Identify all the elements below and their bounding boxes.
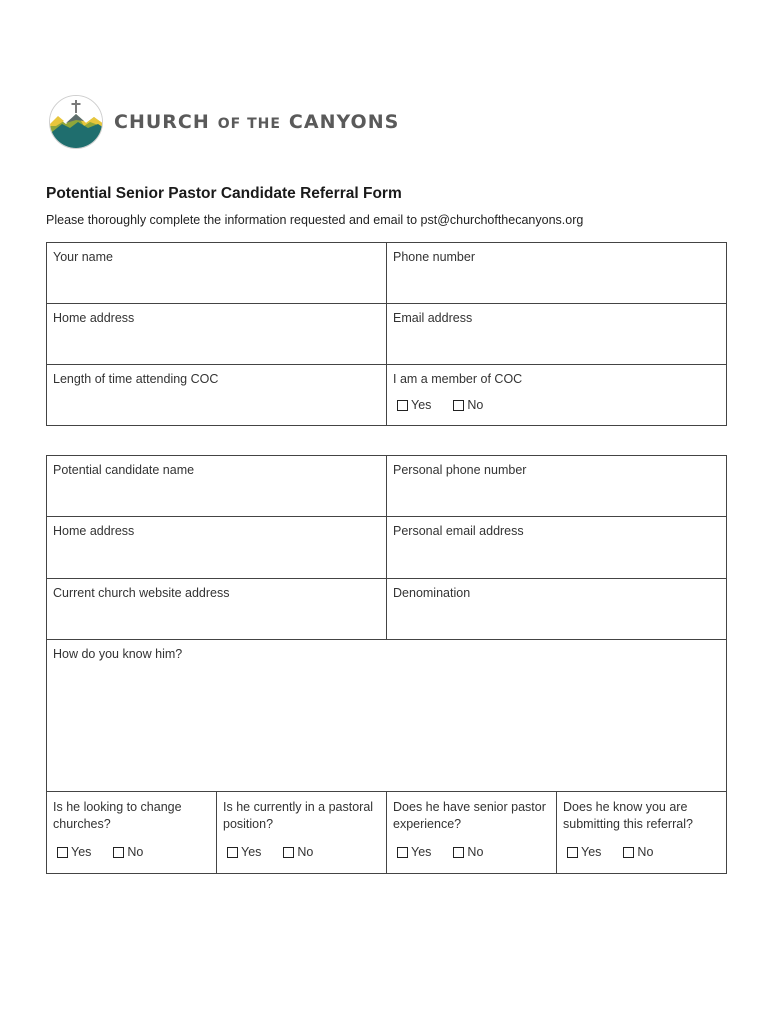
logo-wordmark xyxy=(114,111,399,133)
no-checkbox[interactable] xyxy=(283,847,294,858)
denomination-field[interactable] xyxy=(387,579,727,640)
yes-option[interactable] xyxy=(57,845,91,859)
candidate-name-field[interactable] xyxy=(47,456,387,517)
member-options xyxy=(393,398,720,412)
referrer-info-table xyxy=(46,242,727,426)
logo-word-canyons: CANYONS xyxy=(288,111,400,133)
candidate-home-address-field[interactable] xyxy=(47,517,387,579)
church-website-label: Current church website address xyxy=(53,586,230,600)
question-text: Is he currently in a pastoral position? xyxy=(223,800,374,831)
member-question-label: I am a member of COC xyxy=(393,372,523,386)
question-cell xyxy=(557,792,727,874)
email-address-label: Email address xyxy=(393,311,473,325)
yes-option[interactable] xyxy=(567,845,601,859)
personal-email-field[interactable] xyxy=(387,517,727,579)
question-text: Does he know you are submitting this referral? xyxy=(563,800,693,831)
church-logo xyxy=(48,94,399,150)
no-checkbox[interactable] xyxy=(623,847,634,858)
candidate-home-address-label: Home address xyxy=(53,524,135,538)
question-text: Is he looking to change churches? xyxy=(53,800,182,831)
how-know-field[interactable] xyxy=(47,640,727,792)
no-label: No xyxy=(467,845,484,859)
your-name-field[interactable] xyxy=(47,243,387,304)
yes-option[interactable] xyxy=(397,845,431,859)
question-options xyxy=(393,845,550,859)
question-options xyxy=(223,845,380,859)
length-attending-field[interactable] xyxy=(47,365,387,426)
yes-checkbox[interactable] xyxy=(57,847,68,858)
candidate-name-label: Potential candidate name xyxy=(53,463,195,477)
member-yes-option[interactable] xyxy=(397,398,431,412)
logo-word-church: CHURCH xyxy=(114,111,210,133)
yes-label: Yes xyxy=(241,845,262,859)
church-website-field[interactable] xyxy=(47,579,387,640)
form-title: Potential Senior Pastor Candidate Referral Form xyxy=(46,185,402,202)
mountain-cross-icon xyxy=(48,94,104,150)
member-yes-label: Yes xyxy=(411,398,432,412)
personal-phone-field[interactable] xyxy=(387,456,727,517)
question-options xyxy=(53,845,210,859)
yes-checkbox[interactable] xyxy=(227,847,238,858)
member-no-option[interactable] xyxy=(453,398,483,412)
no-option[interactable] xyxy=(113,845,143,859)
home-address-label: Home address xyxy=(53,311,135,325)
question-cell xyxy=(387,792,557,874)
personal-phone-label: Personal phone number xyxy=(393,463,527,477)
yes-option[interactable] xyxy=(227,845,261,859)
email-address-field[interactable] xyxy=(387,304,727,365)
member-no-checkbox[interactable] xyxy=(453,400,464,411)
member-question-cell xyxy=(387,365,727,426)
no-option[interactable] xyxy=(623,845,653,859)
your-name-label: Your name xyxy=(53,250,113,264)
phone-number-field[interactable] xyxy=(387,243,727,304)
phone-number-label: Phone number xyxy=(393,250,476,264)
question-text: Does he have senior pastor experience? xyxy=(393,800,546,831)
yes-checkbox[interactable] xyxy=(397,847,408,858)
question-options xyxy=(563,845,720,859)
yes-label: Yes xyxy=(411,845,432,859)
no-checkbox[interactable] xyxy=(453,847,464,858)
member-no-label: No xyxy=(467,398,484,412)
yes-checkbox[interactable] xyxy=(567,847,578,858)
length-attending-label: Length of time attending COC xyxy=(53,372,219,386)
no-label: No xyxy=(127,845,144,859)
form-instructions: Please thoroughly complete the information requested and email to pst@churchofthecanyons.org xyxy=(46,213,584,227)
home-address-field[interactable] xyxy=(47,304,387,365)
no-label: No xyxy=(637,845,654,859)
how-know-label: How do you know him? xyxy=(53,647,183,661)
question-cell xyxy=(47,792,217,874)
candidate-info-table xyxy=(46,455,727,874)
personal-email-label: Personal email address xyxy=(393,524,524,538)
no-checkbox[interactable] xyxy=(113,847,124,858)
no-label: No xyxy=(297,845,314,859)
no-option[interactable] xyxy=(453,845,483,859)
denomination-label: Denomination xyxy=(393,586,471,600)
member-yes-checkbox[interactable] xyxy=(397,400,408,411)
no-option[interactable] xyxy=(283,845,313,859)
yes-label: Yes xyxy=(581,845,602,859)
question-cell xyxy=(217,792,387,874)
logo-word-of-the: OF THE xyxy=(217,116,281,132)
yes-label: Yes xyxy=(71,845,92,859)
